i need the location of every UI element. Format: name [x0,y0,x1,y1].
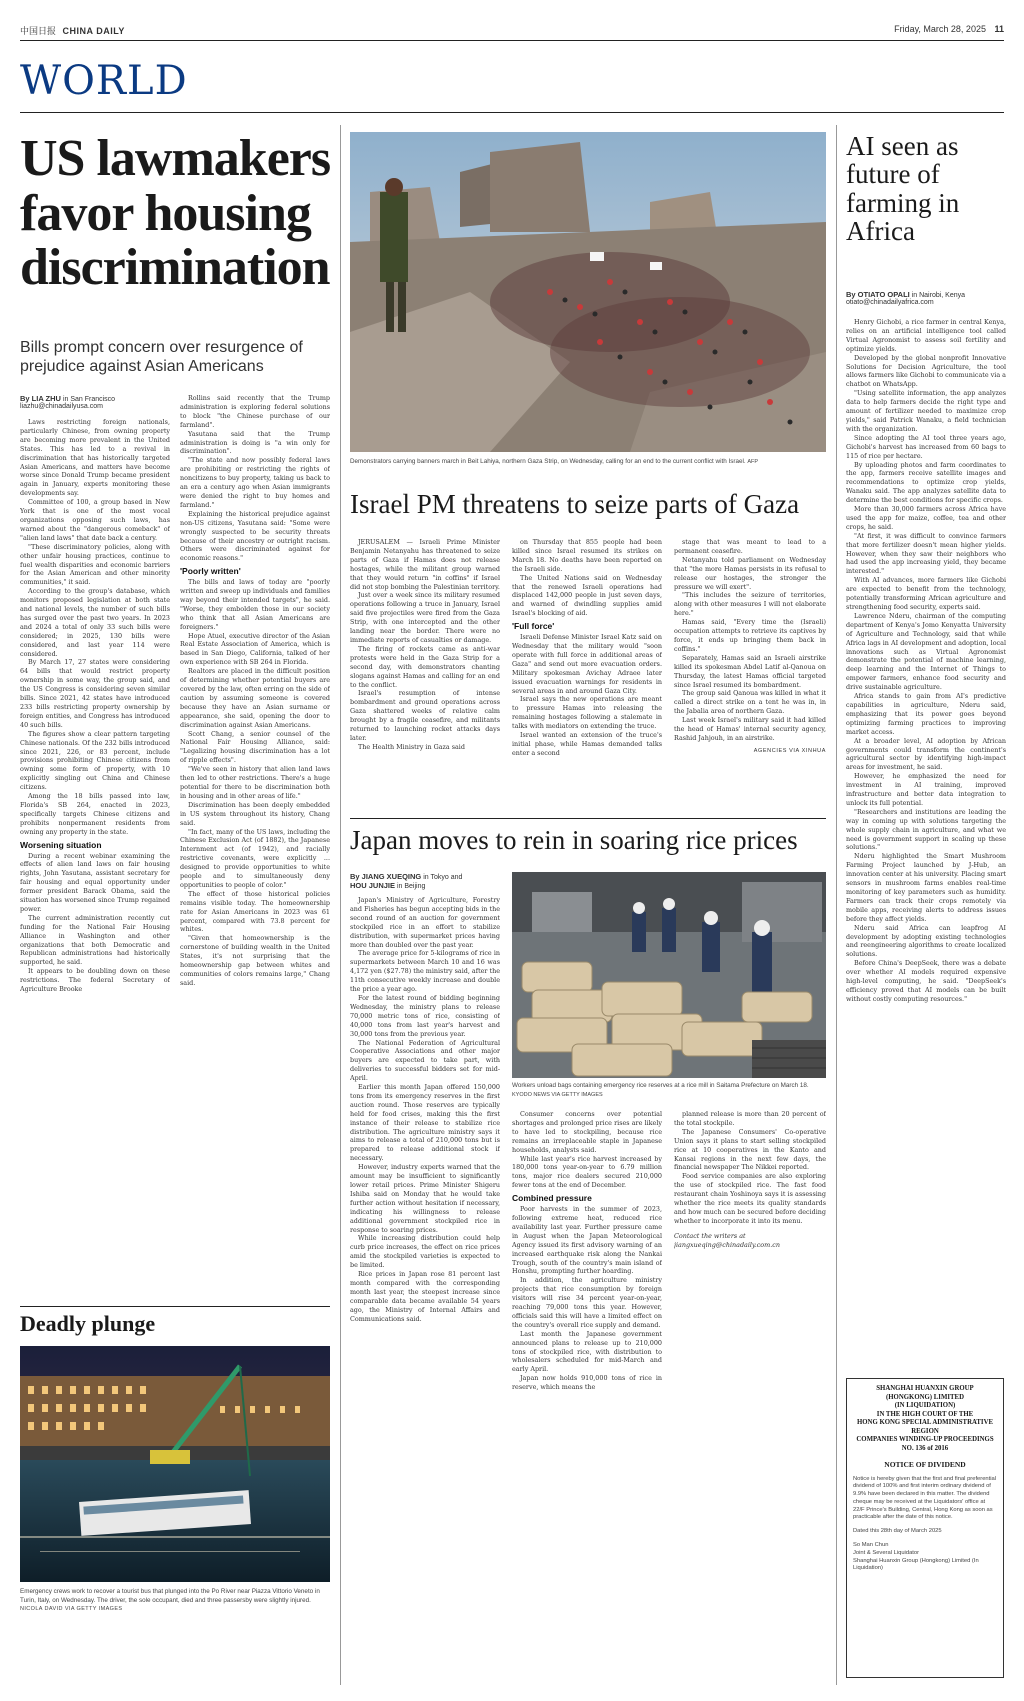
paragraph: The effect of those historical policies remains visible today. The homeownership rate for Asian Americans in 2023 was 61 percent, compared with 73.8 percent for whites. [180,889,330,934]
notice-heading-line: (IN LIQUIDATION) [894,1402,956,1409]
story5-column [846,318,1006,1366]
paragraph: Consumer concerns over potential shortages and prolonged price rises are likely to have led to stockpiling, because rice remains an irreplaceable staple in Japanese households, analysts said. [512,1110,662,1154]
caption-text: Workers unload bags containing emergency rice reserves at a rice mill in Saitama Prefecture on March 18. [512,1082,809,1089]
paragraph: Israel says the new operations are meant to pressure Hamas into releasing the remaining hostages following a stalemate in talks with mediators on extending the truce. [512,695,662,731]
gaza-crowd-image [350,132,826,452]
story3-column-1 [350,896,500,1686]
paragraph: The average price for 5-kilograms of rice in supermarkets between March 10 and 16 was 4,172 yen ($27.78) the ministry said, after the 11th consecutive weekly increase and double the price a year ago. [350,949,500,994]
notice-heading [853,1385,997,1453]
paragraph: The current administration recently cut funding for the National Fair Housing Alliance in Washington and other organizations that both Democratic and Republican administrations had historically supported, he said. [20,913,170,967]
masthead-left [20,24,125,37]
paragraph: Last month the Japanese government announced plans to release up to 210,000 tons of stockpiled rice, with distribution to wholesalers scheduled for mid-March and early April. [512,1329,662,1374]
signatory-name: So Man Chun [853,1542,889,1549]
contact-label: Contact the writers at [674,1231,746,1240]
paragraph: Rollins said recently that the Trump administration is exploring federal solutions to block "the Chinese purchase of our farmland". [180,394,330,429]
photo-credit: AFP [747,459,759,465]
paragraph: JERUSALEM — Israeli Prime Minister Benjamin Netanyahu has threatened to seize parts of Gaza if Hamas does not release hostages, while the militant group warned that they would return "in coffins" if Israel did not stop bombing the Palestinian territory. [350,538,500,591]
story1-column-1 [20,418,170,1298]
story3-column-3 [674,1110,826,1310]
story3-col3-paragraphs [674,1110,826,1226]
paragraph: "We've seen in history that alien land laws then led to other restrictions. There's a huge potential for there to be discrimination both in housing and in other areas of life." [180,765,330,800]
paragraph: Africa stands to gain from AI's predictive capabilities in agriculture, Nderu said, emphasizing that its power goes beyond optimizing farming practices to improving market access. [846,692,1006,736]
story1-headline: US lawmakers favor housing discrimination [20,130,331,297]
story4-headline: Deadly plunge [20,1311,156,1336]
story2-column-1 [350,538,500,806]
story3-col2b-paragraphs [512,1205,662,1392]
notice-heading-line: HONG KONG SPECIAL ADMINISTRATIVE REGION [856,1419,994,1435]
paragraph: For the latest round of bidding beginning Wednesday, the ministry plans to release 70,000 metric tons of rice, consisting of 40,000 tons from last year's harvest and 30,000 tons from the previous year. [350,993,500,1038]
story3-headline: Japan moves to rein in soaring rice prices [350,825,798,855]
story1-deck: Bills prompt concern over resurgence of prejudice against Asian Americans [20,339,303,376]
paragraph: With AI advances, more farmers like Gichobi are expected to benefit from the technology, potentially transforming African agriculture and strengthening food security, experts said. [846,576,1006,611]
paragraph: The United Nations said on Wednesday that the renewed Israeli operations had displaced 142,000 people in just seven days, and warned of dwindling supplies amid Israel's blocking of aid. [512,573,662,618]
story1-col1b-paragraphs [20,852,170,995]
story4-top-rule [20,1306,330,1307]
paragraph: "These discriminatory policies, along with other unfair housing practices, continue to fuel wealth disparities and economic barriers for the Asian American and other minority communities," it said. [20,542,170,587]
photo-credit: KYODO NEWS VIA GETTY IMAGES [512,1091,603,1098]
story3-col2-paragraphs [512,1110,662,1190]
gaza-march-photo [350,132,826,452]
story5-paragraphs [846,318,1006,1004]
paragraph: Just over a week since its military resumed operations following a truce in January, Israel said five projectiles were fired from the Gaza Strip, with one intercepted and the other landing near the border. There were no immediate reports of casualties or damage. [350,591,500,644]
notice-heading-line: NO. 136 of 2016 [901,1444,949,1452]
story3-contact [674,1232,826,1250]
story2-headline: Israel PM threatens to seize parts of Gaza [350,489,800,519]
paragraph: At a broader level, AI adoption by African governments could transform the continent's agricultural sector by identifying high-impact areas for investment, he said. [846,736,1006,772]
notice-signature [853,1542,997,1573]
paragraph: The firing of rockets came as anti-war protests were held in the Gaza Strip for a second day, with demonstrators chanting slogans against Hamas and calling for an end to the conflict. [350,644,500,689]
paragraph: "The state and now possibly federal laws are prohibiting or restricting the rights of noncitizens to buy property, taking us back to an era a century ago when Asian immigrants were denied the right to buy homes and farmland." [180,456,330,509]
paragraph: Committee of 100, a group based in New York that is one of the most vocal organizations opposing such laws, has warned about the "dangerous comeback" of "alien land laws" that date back a century. [20,498,170,542]
story1-col2-paragraphs [180,394,330,563]
byline-name: By OTIATO OPALI [846,290,910,299]
paragraph: The bills and laws of today are "poorly written and sweep up individuals and families way beyond their intended targets", he said. "Worse, they embolden those in our society who think that all Asian Americans are foreigners." [180,578,330,631]
paragraph: on Thursday that 855 people had been killed since Israel resumed its strikes on March 18. No deaths have been reported on the Israeli side. [512,538,662,573]
section-title: WORLD [20,58,188,104]
paragraph: During a recent webinar examining the effects of alien land laws on fair housing rights, John Yasutana, assistant secretary for fair housing and equal opportunity under former president Barack Obama, said the situation has worsened since Trump regained power. [20,851,170,913]
story1-subhead-1: Worsening situation [20,839,102,850]
rice-photo-caption [512,1082,826,1099]
paragraph: Japan now holds 910,000 tons of rice in reserve, which means the [512,1374,662,1392]
caption-text: Emergency crews work to recover a tourist bus that plunged into the Po River near Piazza Vittorio Veneto in Turin, Italy, on Wednesday. The driver, the sole occupant, died and three passersby were slightly injured. [20,1588,320,1604]
paragraph: Japan's Ministry of Agriculture, Forestry and Fisheries has begun accepting bids in the second round of an auction for government stockpiled rice in an effort to stabilize distribution, with supermarket prices having more than doubled over the past year. [350,896,500,949]
story1-subhead-2: 'Poorly written' [180,566,241,577]
paragraph: Lawrence Nderu, chairman of the computing department of Kenya's Jomo Kenyatta University of Agriculture and Technology, said that while Africa lags in AI development and adoption, local innovations such as Virtual Agronomist demonstrate the potential of machine learning, deep learning and the Internet of Things to empower farmers, enhance food security and drive sustainable agriculture. [846,611,1006,692]
paragraph: Before China's DeepSeek, there was a debate over whether AI models required expensive high-level computing, he said. "DeepSeek's efficiency proved that AI models can be built without costly computing resources." [846,959,1006,1003]
paragraph: However, he emphasized the need for investment in AI training, improved infrastructure and better data integration to unlock its full potential. [846,772,1006,807]
byline-location-1: in Tokyo and [423,874,463,881]
masthead-right [894,24,1004,34]
byline-email: otiato@chinadailyafrica.com [846,299,934,306]
section-rule [20,112,1004,113]
paragraph: The National Federation of Agricultural Cooperative Associations and other major buyers are expected to take part, with deliveries to successful bidders set for mid-April. [350,1038,500,1083]
photo-credit: NICOLA DAVID VIA GETTY IMAGES [20,1606,123,1612]
paragraph: While increasing distribution could help curb price increases, the effect on rice prices amid the stockpiled varieties is expected to be limited. [350,1234,500,1270]
paragraph: The Health Ministry in Gaza said [358,742,465,751]
turin-bus-photo [20,1346,330,1582]
paragraph: Laws restricting foreign nationals, particularly Chinese, from owning property are becoming more prevalent in the United States. This has led to a revival in discrimination that has historically targeted Asian Americans, and matters have become worse since Donald Trump became president again in January, experts monitoring these developments say. [20,418,170,498]
paragraph: "In fact, many of the US laws, including the Chinese Exclusion Act (of 1882), the Japanese Internment act (of 1942), and racially restrictive covenants, were explicitly ... designed to provide opportunities to white people and to simultaneously deny opportunities to people of color." [180,827,330,889]
paragraph: "At first, it was difficult to convince farmers that more fertilizer doesn't mean higher yields. However, when they saw their neighbors who had used the app increasing yield, they became interested." [846,531,1006,576]
paragraph: Israel wanted an extension of the truce's initial phase, while Hamas demanded talks enter a second [512,731,662,757]
paragraph: Realtors are placed in the difficult position of determining whether potential buyers are covered by the law, often erring on the side of caution by assuming someone is covered because they have an Asian surname or appearance, she said, opening the door to discrimination against Asian Americans. [180,667,330,729]
paragraph: In addition, the agriculture ministry projects that rice consumption by foreign visitors will rise 34 percent year-on-year, reaching 79,000 tons this year. However, officials said this will have a limited effect on the country's overall rice supply and demand. [512,1276,662,1329]
story1-column-2 [180,394,330,1298]
paragraph: Henry Gichobi, a rice farmer in central Kenya, relies on an artificial intelligence tool called Virtual Agronomist to assess soil fertility and optimize yields. [846,318,1006,353]
issue-date: Friday, March 28, 2025 [894,24,986,34]
caption-text: Demonstrators carrying banners march in Beit Lahiya, northern Gaza Strip, on Wednesday, calling for an end to the current conflict with Israel. [350,458,746,465]
story2-col3-paragraphs [674,538,826,743]
liquidation-notice [846,1378,1004,1678]
paragraph: Discrimination has been deeply embedded in US system throughout its history, Chang said. [180,800,330,827]
story3-column-2 [512,1110,662,1686]
story5-byline [846,290,1006,306]
story2-credit: AGENCIES VIA XINHUA [753,747,826,754]
paragraph: According to the group's database, which monitors proposed legislation at both state and national levels, the number of such bills has surged over the past two years. In 2023 and 2024 a total of only 33 such bills were considered; in 2025, 130 bills were considered, and last year 114 were considered. [20,587,170,658]
paragraph: Separately, Hamas said an Israeli airstrike killed its spokesman Abdel Latif al-Qanoua on Thursday, the latest Hamas official targeted since Israel resumed its bombardment. [674,653,826,689]
byline-location: in San Francisco [62,396,116,403]
paragraph: By March 17, 27 states were considering 64 bills that would restrict property ownership in some way, the group said, and the US Congress is considering seven similar bills. Since 2021, 42 states have introduced 233 bills restricting property ownership by foreign entities, and Congress has introduced 40 such bills. [20,658,170,729]
paragraph: Netanyahu told parliament on Wednesday that "the more Hamas persists in its refusal to release our hostages, the stronger the pressure we will exert". [674,555,826,591]
byline-name: By LIA ZHU [20,394,61,403]
byline-location: in Nairobi, Kenya [911,292,966,299]
paragraph: Poor harvests in the summer of 2023, following extreme heat, reduced rice availability last year. Further pressure came in August when the Japan Meteorological Agency issued its first advisory warning of an increased earthquake risk along the Nankai Trough, south of the country's main island of Honshu, prompting further hoarding. [512,1205,662,1276]
paragraph: Food service companies are also exploring the use of stockpiled rice. The fast food restaurant chain Yoshinoya says it is assessing whether the rice meets its quality standards and how much can be secured before deciding whether to incorporate it into its menu. [674,1172,826,1225]
paragraph: "Given that homeownership is the cornerstone of building wealth in the United States, it's not surprising that the homeownership gap between whites and communities of colors remains large," Chang said. [180,934,330,987]
paragraph: Scott Chang, a senior counsel of the National Fair Housing Alliance, said: "Legalizing housing discrimination has a lot of ripple effects". [180,729,330,765]
paragraph: It appears to be doubling down on these restrictions. The federal Secretary of Agriculture Brooke [20,967,170,994]
story1-col2b-paragraphs [180,578,330,988]
story2-col2b-paragraphs [512,633,662,758]
column-divider-right [836,125,837,1685]
paragraph: Nderu highlighted the Smart Mushroom Farming Project launched by J-Hub, an innovation center at his university. Placing smart sensors in mushroom farms enables real-time monitoring of key parameters such as humidity. Farmers can track their crops remotely via mobile apps, receiving alerts to address issues before they affect yields. [846,852,1006,923]
paragraph: Hamas said, "Every time the (Israeli) occupation attempts to retrieve its captives by force, it ends up bringing them back in coffins." [674,618,826,653]
story3-col1-paragraphs [350,896,500,1324]
story4-caption [20,1588,330,1614]
contact-email: jiangxueqing@chinadaily.com.cn [674,1240,780,1249]
paragraph: Hope Atuel, executive director of the Asian Real Estate Association of America, which is based in San Diego, California, talked of her own experience with SB 264 in Florida. [180,631,330,667]
story2-col1-paragraphs [350,538,500,752]
turin-river-scene-image [20,1346,330,1582]
rice-bags-image [512,872,826,1078]
header-rule [20,40,1004,41]
paragraph: Last week Israel's military said it had killed the head of Hamas' internal security agency, Rashid Jahjouh, in an airstrike. [674,716,826,742]
paragraph: stage that was meant to lead to a permanent ceasefire. [674,538,826,555]
paragraph: "Using satellite information, the app analyzes data to help farmers decide the right type and amount of fertilizer needed to maximize crop yields," said Patrick Wanaku, a field technician with the organization. [846,389,1006,433]
byline-email: liazhu@chinadailyusa.com [20,403,103,410]
signatory-role: Joint & Several Liquidator [853,1549,920,1556]
story3-subhead: Combined pressure [512,1193,592,1204]
story2-subhead: 'Full force' [512,621,555,632]
notice-body: Notice is hereby given that the first and final preferential dividend of 100% and first interim ordinary dividend of 9.9% have been declared in this matter. The dividend cheque may be received at the Liquidators' office at 22/F Prince's Building, Central, Hong Kong as soon as practicable after the date of this notice. [853,1475,997,1521]
paragraph: More than 30,000 farmers across Africa have used the app for maize, coffee, tea and other crops, he said. [846,505,1006,531]
story2-column-3 [674,538,826,806]
story2-col2-paragraphs [512,538,662,618]
paragraph: Among the 18 bills passed into law, Florida's SB 264, enacted in 2023, specifically targets Chinese citizens and prohibits nonpermanent residents from owning any property in the state. [20,792,170,836]
gaza-photo-caption [350,458,826,467]
column-divider-left [340,125,341,1685]
paragraph: Explaining the historical prejudice against non-US citizens, Yasutana said: "Some were wrongly suspected to be security threats because of their ancestry or outright racism. Others were discriminated against for economic reasons." [180,509,330,563]
paragraph: Israel's resumption of intense bombardment and ground operations across Gaza shattered weeks of relative calm brought by a fragile ceasefire, and militants returned to launching rocket attacks days later. [350,689,500,742]
notice-heading-line: IN THE HIGH COURT OF THE [876,1410,974,1418]
notice-title: NOTICE OF DIVIDEND [884,1460,966,1469]
paper-name-en: CHINA DAILY [62,26,125,36]
story1-col1-paragraphs [20,418,170,837]
paragraph: planned release is more than 20 percent of the total stockpile. [674,1110,826,1127]
rice-warehouse-photo [512,872,826,1078]
paragraph: Since adopting the AI tool three years ago, Gichobi's harvest has increased from 60 bags to 115 of rice per hectare. [846,433,1006,460]
byline-name-2: HOU JUNJIE [350,881,396,890]
byline-name-1: By JIANG XUEQING [350,872,422,881]
paragraph: While last year's rice harvest increased by 180,000 tons year-on-year to 6.79 million tons, major rice dealers secured 210,000 fewer tons at the end of December. [512,1154,662,1190]
story1-byline [20,394,170,410]
notice-heading-line: SHANGHAI HUANXIN GROUP (HONGKONG) LIMITED [876,1385,974,1401]
story3-byline [350,872,510,890]
story5-headline: AI seen as future of farming in Africa [846,131,960,247]
paragraph: The Japanese Consumers' Co-operative Union says it plans to start selling stockpiled rice at 10 cooperatives in the Kanto and Kansai regions in the next few days, the financial newspaper The Nikkei reported. [674,1127,826,1172]
story3-top-rule [350,818,826,819]
paper-name-cn: 中国日报 [20,26,57,36]
paragraph: Yasutana said that the Trump administration is doing is "a win only for discrimination". [180,429,330,456]
signatory-company: Shanghai Huanxin Group (Hongkong) Limited (In Liquidation) [853,1557,979,1572]
paragraph: Nderu said Africa can leapfrog AI development by adopting existing technologies and reengineering algorithms to create localized solutions. [846,923,1006,959]
paragraph: The figures show a clear pattern targeting Chinese nationals. Of the 232 bills introduced since 2021, 226, or 83 percent, include provisions prohibiting Chinese citizens from owning some form of property, with 10 explicitly singling out China and Chinese citizens. [20,729,170,792]
notice-heading-line: COMPANIES WINDING-UP PROCEEDINGS [856,1436,994,1443]
paragraph: "This includes the seizure of territories, along with other measures I will not elaborate here." [674,591,826,618]
byline-location-2: in Beijing [396,883,426,890]
story2-column-2 [512,538,662,806]
paragraph: Rice prices in Japan rose 81 percent last month compared with the corresponding month last year, the steepest increase since comparable data became available 54 years ago, the Ministry of Internal Affairs and Communications said. [350,1270,500,1323]
paragraph: By uploading photos and farm coordinates to the app, farmers receive satellite images and recommendations to optimize crop yields, Wanaku said. The app analyzes satellite data to determine the best conditions for specific crops. [846,460,1006,505]
paragraph: Developed by the global nonprofit Innovative Solutions for Decision Agriculture, the tool allows farmers like Gichobi to communicate via a chatbot on WhatsApp. [846,353,1006,389]
paragraph: However, industry experts warned that the amount may be insufficient to significantly lower retail prices. Prime Minister Shigeru Ishiba said on Monday that he would take further action without hesitation if necessary, indicating his willingness to release additional government stockpiled rice in response to soaring prices. [350,1163,500,1234]
notice-dated: Dated this 28th day of March 2025 [853,1528,942,1535]
paragraph: Israeli Defense Minister Israel Katz said on Wednesday that the military would "soon operate with full force in additional areas of Gaza" and send out more evacuation orders. Military spokesman Avichay Adraee later issued evacuation warnings for residents in several areas in and around Gaza City. [512,633,662,695]
paragraph: The group said Qanoua was killed in what it called a direct strike on a tent he was in, in the Jabalia area of northern Gaza. [674,689,826,716]
page-number: 11 [994,24,1004,34]
paragraph: Earlier this month Japan offered 150,000 tons from its emergency reserves in the first auction round. Those reserves are typically held for food crises, making this the first instance of their release to stabilize rice distribution. The agriculture ministry says it aims to release a total of 210,000 tons but is prepared to release additional stock if necessary. [350,1083,500,1163]
paragraph: "Researchers and institutions are leading the way in coming up with solutions targeting the whole supply chain in agriculture, and what we need is government support in scaling up these solutions." [846,807,1006,852]
